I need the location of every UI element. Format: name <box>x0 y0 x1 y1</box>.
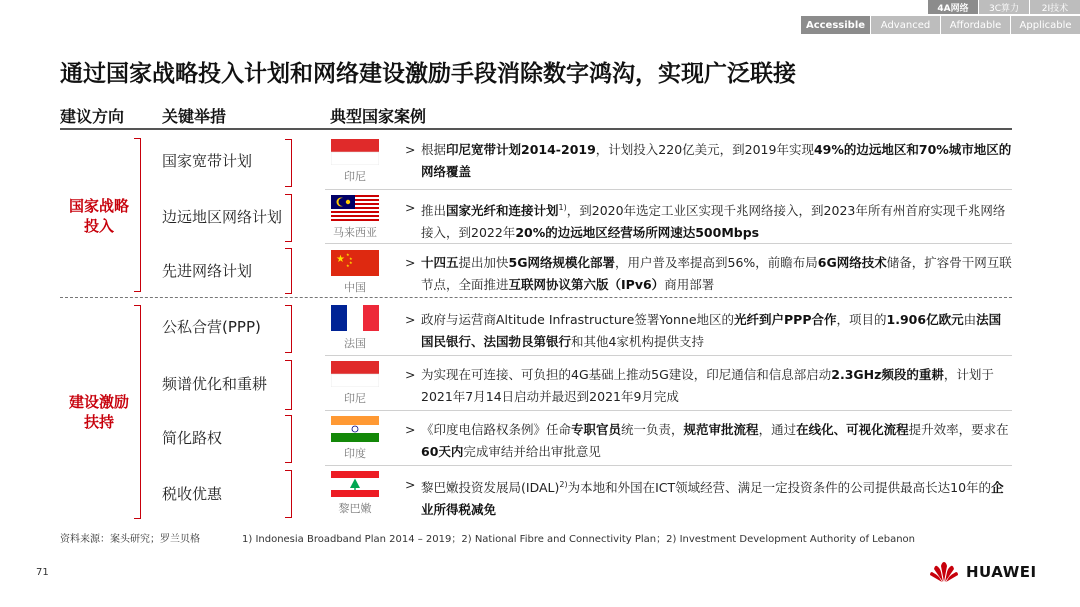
case-text <box>421 252 1013 296</box>
measure-tax: 税收优惠 <box>162 485 223 503</box>
case-highlight: 印尼宽带计划2014-2019 <box>446 142 596 157</box>
svg-text:★: ★ <box>346 263 350 268</box>
case-fragment: ，用户普及率提高到56%，前瞻布局 <box>615 255 818 270</box>
measure-bracket <box>285 248 292 294</box>
svg-text:★: ★ <box>346 252 350 257</box>
case-text <box>421 139 1013 183</box>
case-fragment: ，计划于2021年7月14日启动并最迟到2021年9月完成 <box>421 367 994 404</box>
svg-text:★: ★ <box>336 254 345 265</box>
case-fragment: 推出 <box>421 203 447 219</box>
case-highlight: 规范审批流程 <box>683 422 759 437</box>
case-item <box>405 139 1013 183</box>
header-divider <box>60 128 1012 130</box>
case-fragment: 《印度电信路权条例》任命 <box>421 422 572 437</box>
measure-bracket <box>285 360 292 410</box>
measure-national-broadband: 国家宽带计划 <box>162 152 253 170</box>
case-highlight: 法国国民银行、法国勃艮第银行 <box>421 312 1002 349</box>
header-direction: 建议方向 <box>60 107 125 126</box>
brand-logo <box>928 560 1037 584</box>
case-fragment: 政府与运营商Altitude Infrastructure签署Yonne地区的 <box>421 312 735 327</box>
header-cases: 典型国家案例 <box>330 107 427 126</box>
country-label: 马来西亚 <box>333 226 377 239</box>
case-highlight: 60天内 <box>421 444 464 459</box>
chevron-icon: > <box>405 255 416 270</box>
case-fragment: 提升效率，要求在 <box>908 422 1009 437</box>
case-fragment: 为本地和外国在ICT领域经营、满足一定投资条件的公司提供最高长达10年的 <box>567 480 992 496</box>
france-flag-icon <box>331 305 379 331</box>
svg-text:★: ★ <box>349 256 353 261</box>
case-highlight: 国家光纤和连接计划 <box>446 203 559 219</box>
measure-remote-network: 边远地区网络计划 <box>162 208 283 226</box>
footnotes: 1) Indonesia Broadband Plan 2014 – 2019；2) National Fibre and Connectivity Plan；2) Investment Development Authority of Lebanon <box>242 534 916 545</box>
row-separator <box>325 410 1012 411</box>
case-item <box>405 309 1013 353</box>
tab-4a-network[interactable]: 4A网络 <box>928 0 978 14</box>
case-highlight: 光纤到户PPP合作 <box>734 312 837 327</box>
case-highlight: 49%的边远地区和70%城市地区的网络覆盖 <box>421 142 1012 179</box>
case-fragment: 统一负责， <box>621 422 684 437</box>
measure-ppp: 公私合营(PPP) <box>162 318 261 336</box>
country-label: 中国 <box>344 281 366 294</box>
case-highlight: 6G网络技术 <box>817 255 887 270</box>
row-separator <box>325 465 1012 466</box>
case-fragment: 和其他4家机构提供支持 <box>571 334 704 349</box>
indonesia-flag-icon <box>331 361 379 387</box>
measure-spectrum: 频谱优化和重耕 <box>162 375 268 393</box>
case-text <box>421 364 1013 408</box>
case-highlight: 互联网协议第六版（IPv6） <box>508 277 665 292</box>
case-fragment: 商用部署 <box>664 277 715 292</box>
page-number: 71 <box>36 567 49 578</box>
case-fragment: 提出加快 <box>458 255 509 270</box>
huawei-petal-icon <box>928 560 960 584</box>
measure-bracket <box>285 415 292 463</box>
nav-bottom-tabs <box>800 16 1080 34</box>
group-label-incentive: 建设激励扶持 <box>68 393 129 431</box>
malaysia-flag-icon <box>331 195 379 221</box>
india-flag-icon <box>331 416 379 442</box>
country-label: 印尼 <box>344 392 366 405</box>
case-fragment: ，项目的 <box>836 312 887 327</box>
measure-advanced-network: 先进网络计划 <box>162 262 253 280</box>
case-highlight: 企业所得税减免 <box>421 480 1004 518</box>
case-highlight: 20%的边远地区经营场所网速达500Mbps <box>515 225 760 241</box>
tab-2i-tech[interactable]: 2I技术 <box>1030 0 1080 14</box>
case-fragment: ，计划投入220亿美元，到2019年实现 <box>595 142 814 157</box>
case-highlight: 专职官员 <box>571 422 622 437</box>
case-text <box>421 419 1013 463</box>
chevron-icon: > <box>405 142 416 157</box>
country-label: 印度 <box>344 447 366 460</box>
measure-right-of-way: 简化路权 <box>162 429 223 447</box>
row-separator <box>325 355 1012 356</box>
measure-bracket <box>285 139 292 187</box>
nav-top-tabs <box>927 0 1080 14</box>
tab-applicable[interactable]: Applicable <box>1011 16 1080 34</box>
case-fragment: 黎巴嫩投资发展局(IDAL) <box>421 480 560 496</box>
tab-advanced[interactable]: Advanced <box>871 16 940 34</box>
case-text <box>421 197 1013 244</box>
header-measures: 关键举措 <box>162 107 227 126</box>
case-item <box>405 474 1013 521</box>
case-highlight: 在线化、可视化流程 <box>796 422 909 437</box>
section-divider <box>60 297 1012 298</box>
country-label: 黎巴嫩 <box>338 502 372 515</box>
case-item <box>405 252 1013 296</box>
case-item <box>405 364 1013 408</box>
chevron-icon: > <box>405 477 416 492</box>
country-label: 印尼 <box>344 170 366 183</box>
svg-text:★: ★ <box>349 260 353 265</box>
case-fragment: 由 <box>963 312 977 327</box>
case-highlight: 1.906亿欧元 <box>886 312 964 327</box>
case-highlight: 5G网络规模化部署 <box>508 255 615 270</box>
chevron-icon: > <box>405 367 416 382</box>
tab-accessible[interactable]: Accessible <box>801 16 870 34</box>
chevron-icon: > <box>405 422 416 437</box>
chevron-icon: > <box>405 200 416 215</box>
tab-3c-compute[interactable]: 3C算力 <box>979 0 1029 14</box>
brand-name: HUAWEI <box>966 563 1037 581</box>
page-title: 通过国家战略投入计划和网络建设激励手段消除数字鸿沟，实现广泛联接 <box>60 61 796 87</box>
case-highlight: 十四五 <box>421 255 459 270</box>
footnote-ref: 1) <box>558 203 567 212</box>
case-text <box>421 309 1013 353</box>
group-bracket-incentive <box>134 305 141 519</box>
indonesia-flag-icon <box>331 139 379 165</box>
case-text <box>421 474 1013 521</box>
measure-bracket <box>285 305 292 353</box>
group-bracket-strategic <box>134 138 141 292</box>
case-item <box>405 197 1013 244</box>
source-note: 资料来源：案头研究；罗兰贝格 <box>60 534 200 545</box>
case-fragment: 储备，扩容骨干网互联节点，全面推进 <box>421 255 1012 292</box>
case-fragment: 完成审结并给出审批意见 <box>463 444 601 459</box>
case-fragment: ，通过 <box>758 422 797 437</box>
row-separator <box>325 189 1012 190</box>
lebanon-flag-icon <box>331 471 379 497</box>
country-label: 法国 <box>344 337 366 350</box>
tab-affordable[interactable]: Affordable <box>941 16 1010 34</box>
measure-bracket <box>285 194 292 242</box>
case-fragment: ，到2020年选定工业区实现千兆网络接入，到2023年所有州首府实现千兆网络接入，到2022年 <box>421 203 1006 241</box>
measure-bracket <box>285 470 292 518</box>
case-fragment: 根据 <box>421 142 447 157</box>
case-item <box>405 419 1013 463</box>
footnote-ref: 2) <box>559 480 568 489</box>
china-flag-icon <box>331 250 379 276</box>
case-highlight: 2.3GHz频段的重耕 <box>831 367 944 382</box>
chevron-icon: > <box>405 312 416 327</box>
case-fragment: 为实现在可连接、可负担的4G基础上推动5G建设，印尼通信和信息部启动 <box>421 367 832 382</box>
group-label-strategic: 国家战略投入 <box>68 197 129 235</box>
